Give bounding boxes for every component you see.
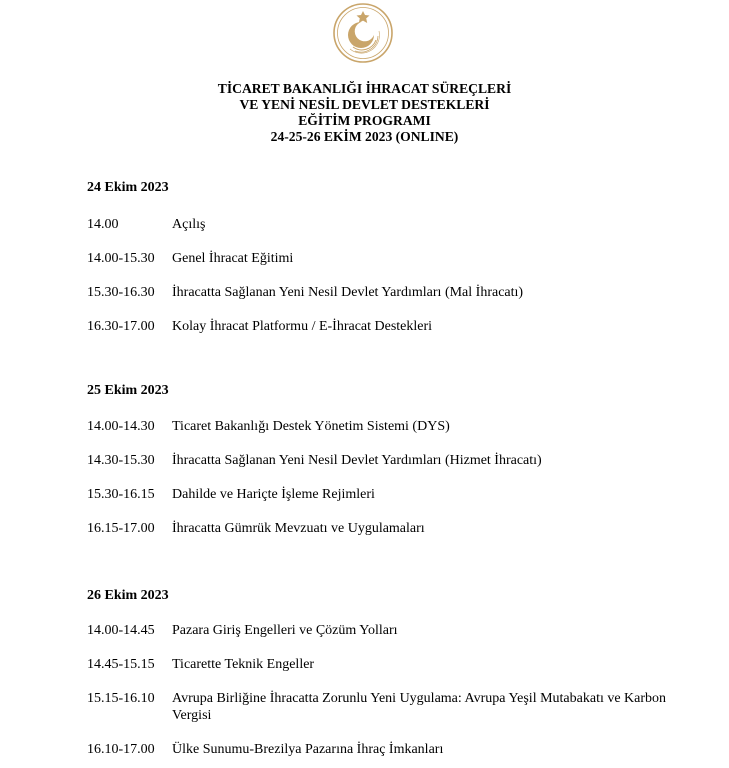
session-topic: İhracatta Sağlanan Yeni Nesil Devlet Yardımları (Mal İhracatı)	[172, 285, 524, 300]
session-time: 15.30-16.15	[87, 487, 155, 502]
session-time: 14.30-15.30	[87, 453, 155, 468]
session-topic: Açılış	[172, 217, 206, 232]
session-time: 14.00-15.30	[87, 251, 155, 266]
session-topic: Dahilde ve Hariçte İşleme Rejimleri	[172, 487, 375, 502]
day-heading-26: 26 Ekim 2023	[87, 588, 169, 603]
session-topic: Pazara Giriş Engelleri ve Çözüm Yolları	[172, 623, 398, 638]
session-topic: İhracatta Sağlanan Yeni Nesil Devlet Yardımları (Hizmet İhracatı)	[172, 453, 542, 468]
session-time: 14.00-14.30	[87, 419, 155, 434]
session-time: 14.45-15.15	[87, 657, 155, 672]
session-time: 15.15-16.10	[87, 691, 155, 706]
session-topic: Ülke Sunumu-Brezilya Pazarına İhraç İmkanları	[172, 742, 444, 757]
title-line-3: EĞİTİM PROGRAMI	[298, 113, 431, 128]
ministry-logo	[332, 2, 394, 64]
program-title	[0, 81, 729, 145]
session-time: 15.30-16.30	[87, 285, 155, 300]
session-topic: Ticarette Teknik Engeller	[172, 657, 315, 672]
crescent-star-seal-icon	[332, 2, 394, 64]
day-heading-25: 25 Ekim 2023	[87, 383, 169, 398]
session-topic: Avrupa Birliğine İhracatta Zorunlu Yeni Uygulama: Avrupa Yeşil Mutabakatı ve Karbon Vergisi	[172, 691, 667, 723]
session-topic: İhracatta Gümrük Mevzuatı ve Uygulamaları	[172, 521, 425, 536]
title-line-1: TİCARET BAKANLIĞI İHRACAT SÜREÇLERİ	[217, 81, 512, 96]
title-line-4: 24-25-26 EKİM 2023 (ONLINE)	[270, 129, 459, 144]
session-time: 14.00-14.45	[87, 623, 155, 638]
day-heading-24: 24 Ekim 2023	[87, 180, 169, 195]
session-time: 16.10-17.00	[87, 742, 155, 757]
session-time: 16.30-17.00	[87, 319, 155, 334]
session-topic: Kolay İhracat Platformu / E-İhracat Destekleri	[172, 319, 433, 334]
session-time: 14.00	[87, 217, 119, 232]
session-topic: Genel İhracat Eğitimi	[172, 251, 294, 266]
title-line-2: VE YENİ NESİL DEVLET DESTEKLERİ	[239, 97, 490, 112]
session-topic: Ticaret Bakanlığı Destek Yönetim Sistemi (DYS)	[172, 419, 450, 434]
session-time: 16.15-17.00	[87, 521, 155, 536]
